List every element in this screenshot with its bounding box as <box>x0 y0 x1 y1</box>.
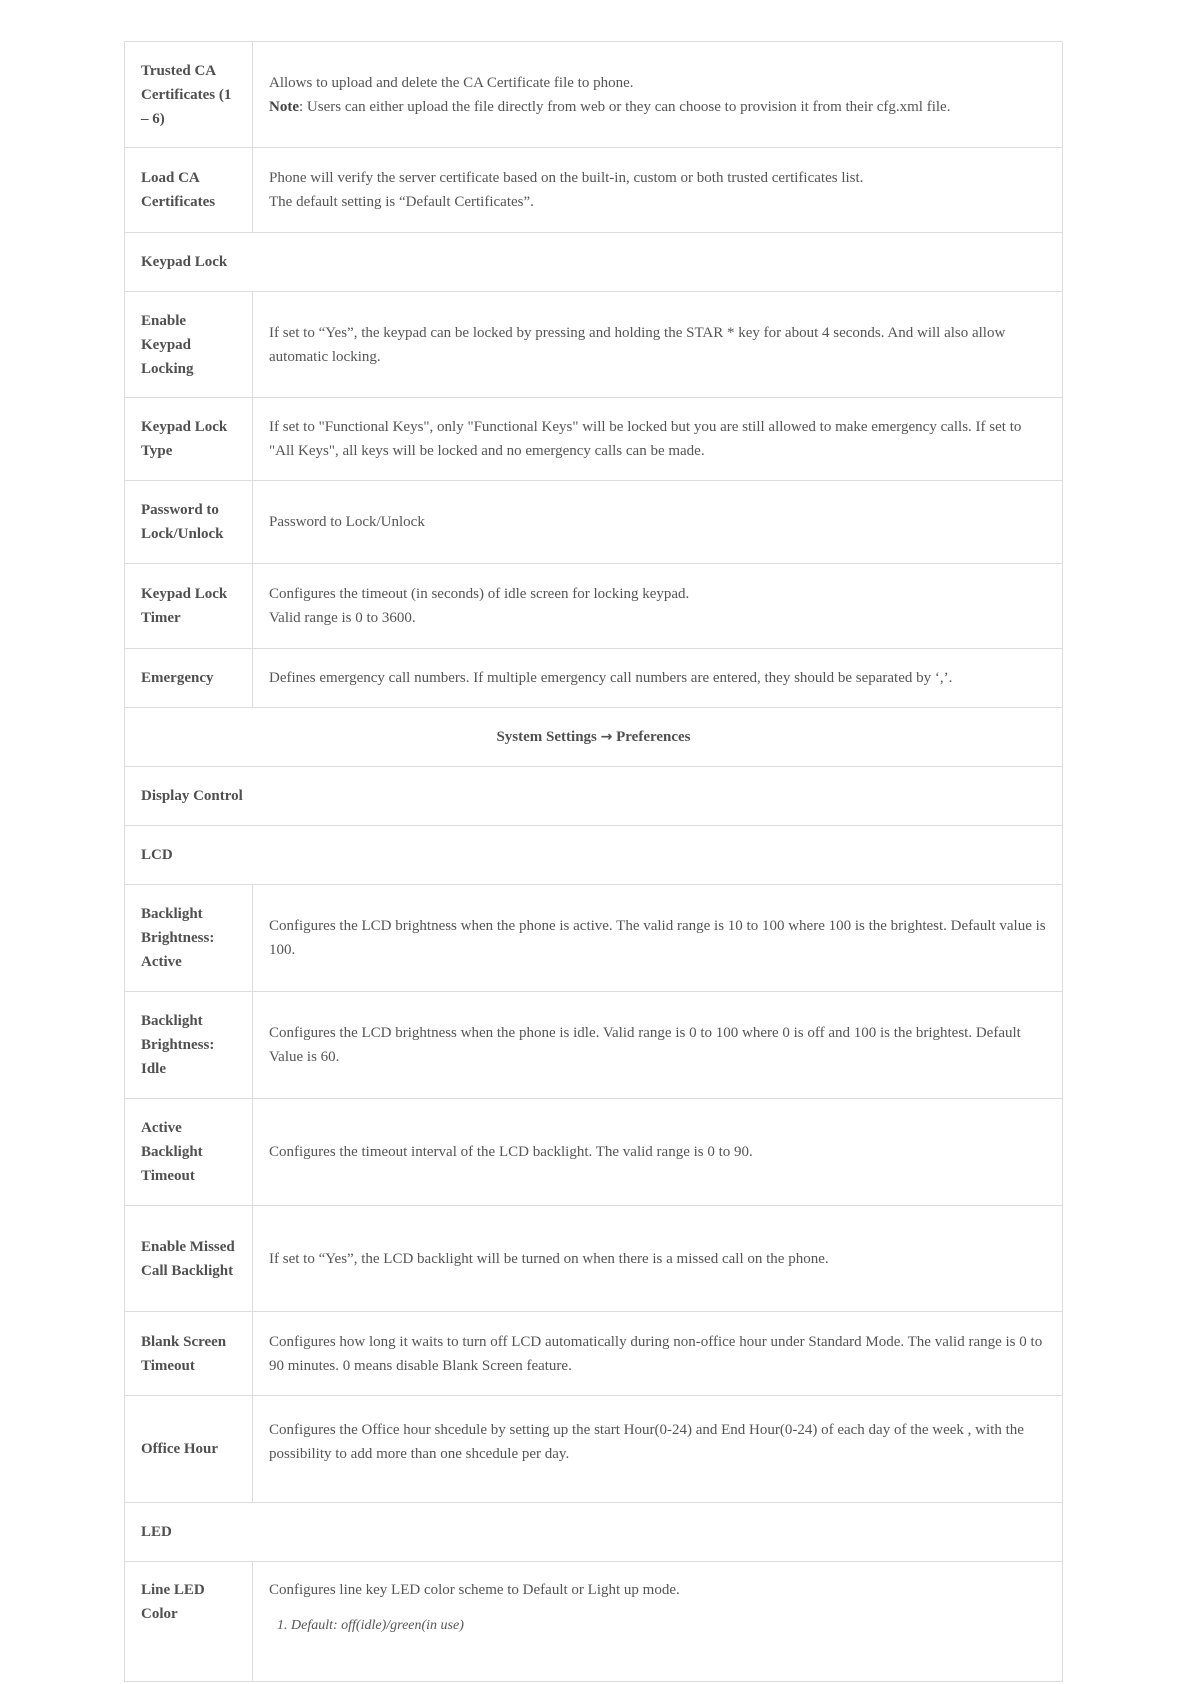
row-desc-keypad-lock-type: If set to "Functional Keys", only "Functional Keys" will be locked but you are still allowed to make emergency calls. If set to "All Keys", all keys will be locked and no emergency calls can be made. <box>253 398 1063 481</box>
section-lcd: LCD <box>125 826 1063 885</box>
table-row <box>125 992 1063 1099</box>
row-label-backlight-idle: Backlight Brightness: Idle <box>125 992 253 1099</box>
line-led-color-desc: Configures line key LED color scheme to Default or Light up mode. <box>269 1582 680 1598</box>
settings-table-container <box>124 41 1063 1684</box>
settings-table <box>124 41 1063 1682</box>
row-desc-load-ca <box>253 148 1063 233</box>
row-desc-missed-call-backlight: If set to “Yes”, the LCD backlight will be turned on when there is a missed call on the phone. <box>253 1206 1063 1312</box>
table-row <box>125 1312 1063 1396</box>
table-row <box>125 767 1063 826</box>
row-label-trusted-ca: Trusted CA Certificates (1 – 6) <box>125 42 253 148</box>
section-display-control: Display Control <box>125 767 1063 826</box>
table-row <box>125 1503 1063 1562</box>
row-label-line-led-color: Line LED Color <box>125 1562 253 1682</box>
row-label-backlight-active: Backlight Brightness: Active <box>125 885 253 992</box>
row-label-enable-keypad-locking: Enable Keypad Locking <box>125 292 253 398</box>
table-row <box>125 292 1063 398</box>
row-desc-line-led-color <box>253 1562 1063 1682</box>
row-label-emergency: Emergency <box>125 649 253 708</box>
line-led-color-options <box>269 1614 1046 1638</box>
table-row <box>125 564 1063 649</box>
row-desc-office-hour: Configures the Office hour shcedule by setting up the start Hour(0-24) and End Hour(0-24) of each day of the week , with the possibility to add more than one shcedule per day. <box>253 1396 1063 1503</box>
row-label-load-ca: Load CA Certificates <box>125 148 253 233</box>
row-label-office-hour: Office Hour <box>125 1396 253 1503</box>
row-label-active-backlight-timeout: Active Backlight Timeout <box>125 1099 253 1206</box>
row-desc-password-lock: Password to Lock/Unlock <box>253 481 1063 564</box>
row-desc-active-backlight-timeout: Configures the timeout interval of the LCD backlight. The valid range is 0 to 90. <box>253 1099 1063 1206</box>
table-row <box>125 398 1063 481</box>
table-row <box>125 826 1063 885</box>
row-desc-keypad-lock-timer <box>253 564 1063 649</box>
table-row <box>125 1562 1063 1682</box>
section-keypad-lock: Keypad Lock <box>125 233 1063 292</box>
section-led: LED <box>125 1503 1063 1562</box>
table-row <box>125 1206 1063 1312</box>
list-item: 1. Default: off(idle)/green(in use) <box>291 1614 1046 1638</box>
keypad-lock-timer-desc-2: Valid range is 0 to 3600. <box>269 610 416 626</box>
load-ca-desc-1: Phone will verify the server certificate based on the built-in, custom or both trusted certificates list. <box>269 170 864 186</box>
load-ca-desc-2: The default setting is “Default Certificates”. <box>269 194 534 210</box>
table-row <box>125 1396 1063 1503</box>
row-desc-backlight-active: Configures the LCD brightness when the phone is active. The valid range is 10 to 100 where 100 is the brightest. Default value is 100. <box>253 885 1063 992</box>
system-settings-label: System Settings <box>496 729 597 745</box>
table-row <box>125 1099 1063 1206</box>
section-system-settings-preferences <box>125 708 1063 767</box>
table-row <box>125 708 1063 767</box>
trusted-ca-desc: Allows to upload and delete the CA Certificate file to phone. <box>269 74 634 91</box>
trusted-ca-note <box>269 95 1046 119</box>
arrow-right-icon: → <box>600 729 613 745</box>
note-text: : Users can either upload the file directly from web or they can choose to provision it from their cfg.xml file. <box>299 98 951 115</box>
table-row <box>125 233 1063 292</box>
note-label: Note <box>269 98 299 115</box>
row-desc-backlight-idle: Configures the LCD brightness when the phone is idle. Valid range is 0 to 100 where 0 is off and 100 is the brightest. Default Value is 60. <box>253 992 1063 1099</box>
row-label-password-lock: Password to Lock/Unlock <box>125 481 253 564</box>
row-desc-emergency: Defines emergency call numbers. If multiple emergency call numbers are entered, they should be separated by ‘,’. <box>253 649 1063 708</box>
row-label-keypad-lock-timer: Keypad Lock Timer <box>125 564 253 649</box>
table-row <box>125 148 1063 233</box>
table-row <box>125 481 1063 564</box>
keypad-lock-timer-desc-1: Configures the timeout (in seconds) of idle screen for locking keypad. <box>269 586 690 602</box>
table-row <box>125 649 1063 708</box>
preferences-label: Preferences <box>616 729 691 745</box>
row-label-missed-call-backlight: Enable Missed Call Backlight <box>125 1206 253 1312</box>
table-row <box>125 885 1063 992</box>
row-label-blank-screen-timeout: Blank Screen Timeout <box>125 1312 253 1396</box>
row-desc-enable-keypad-locking: If set to “Yes”, the keypad can be locked by pressing and holding the STAR * key for about 4 seconds. And will also allow automatic locking. <box>253 292 1063 398</box>
table-row <box>125 42 1063 148</box>
row-label-keypad-lock-type: Keypad Lock Type <box>125 398 253 481</box>
row-desc-trusted-ca <box>253 42 1063 148</box>
row-desc-blank-screen-timeout: Configures how long it waits to turn off LCD automatically during non-office hour under Standard Mode. The valid range is 0 to 90 minutes. 0 means disable Blank Screen feature. <box>253 1312 1063 1396</box>
